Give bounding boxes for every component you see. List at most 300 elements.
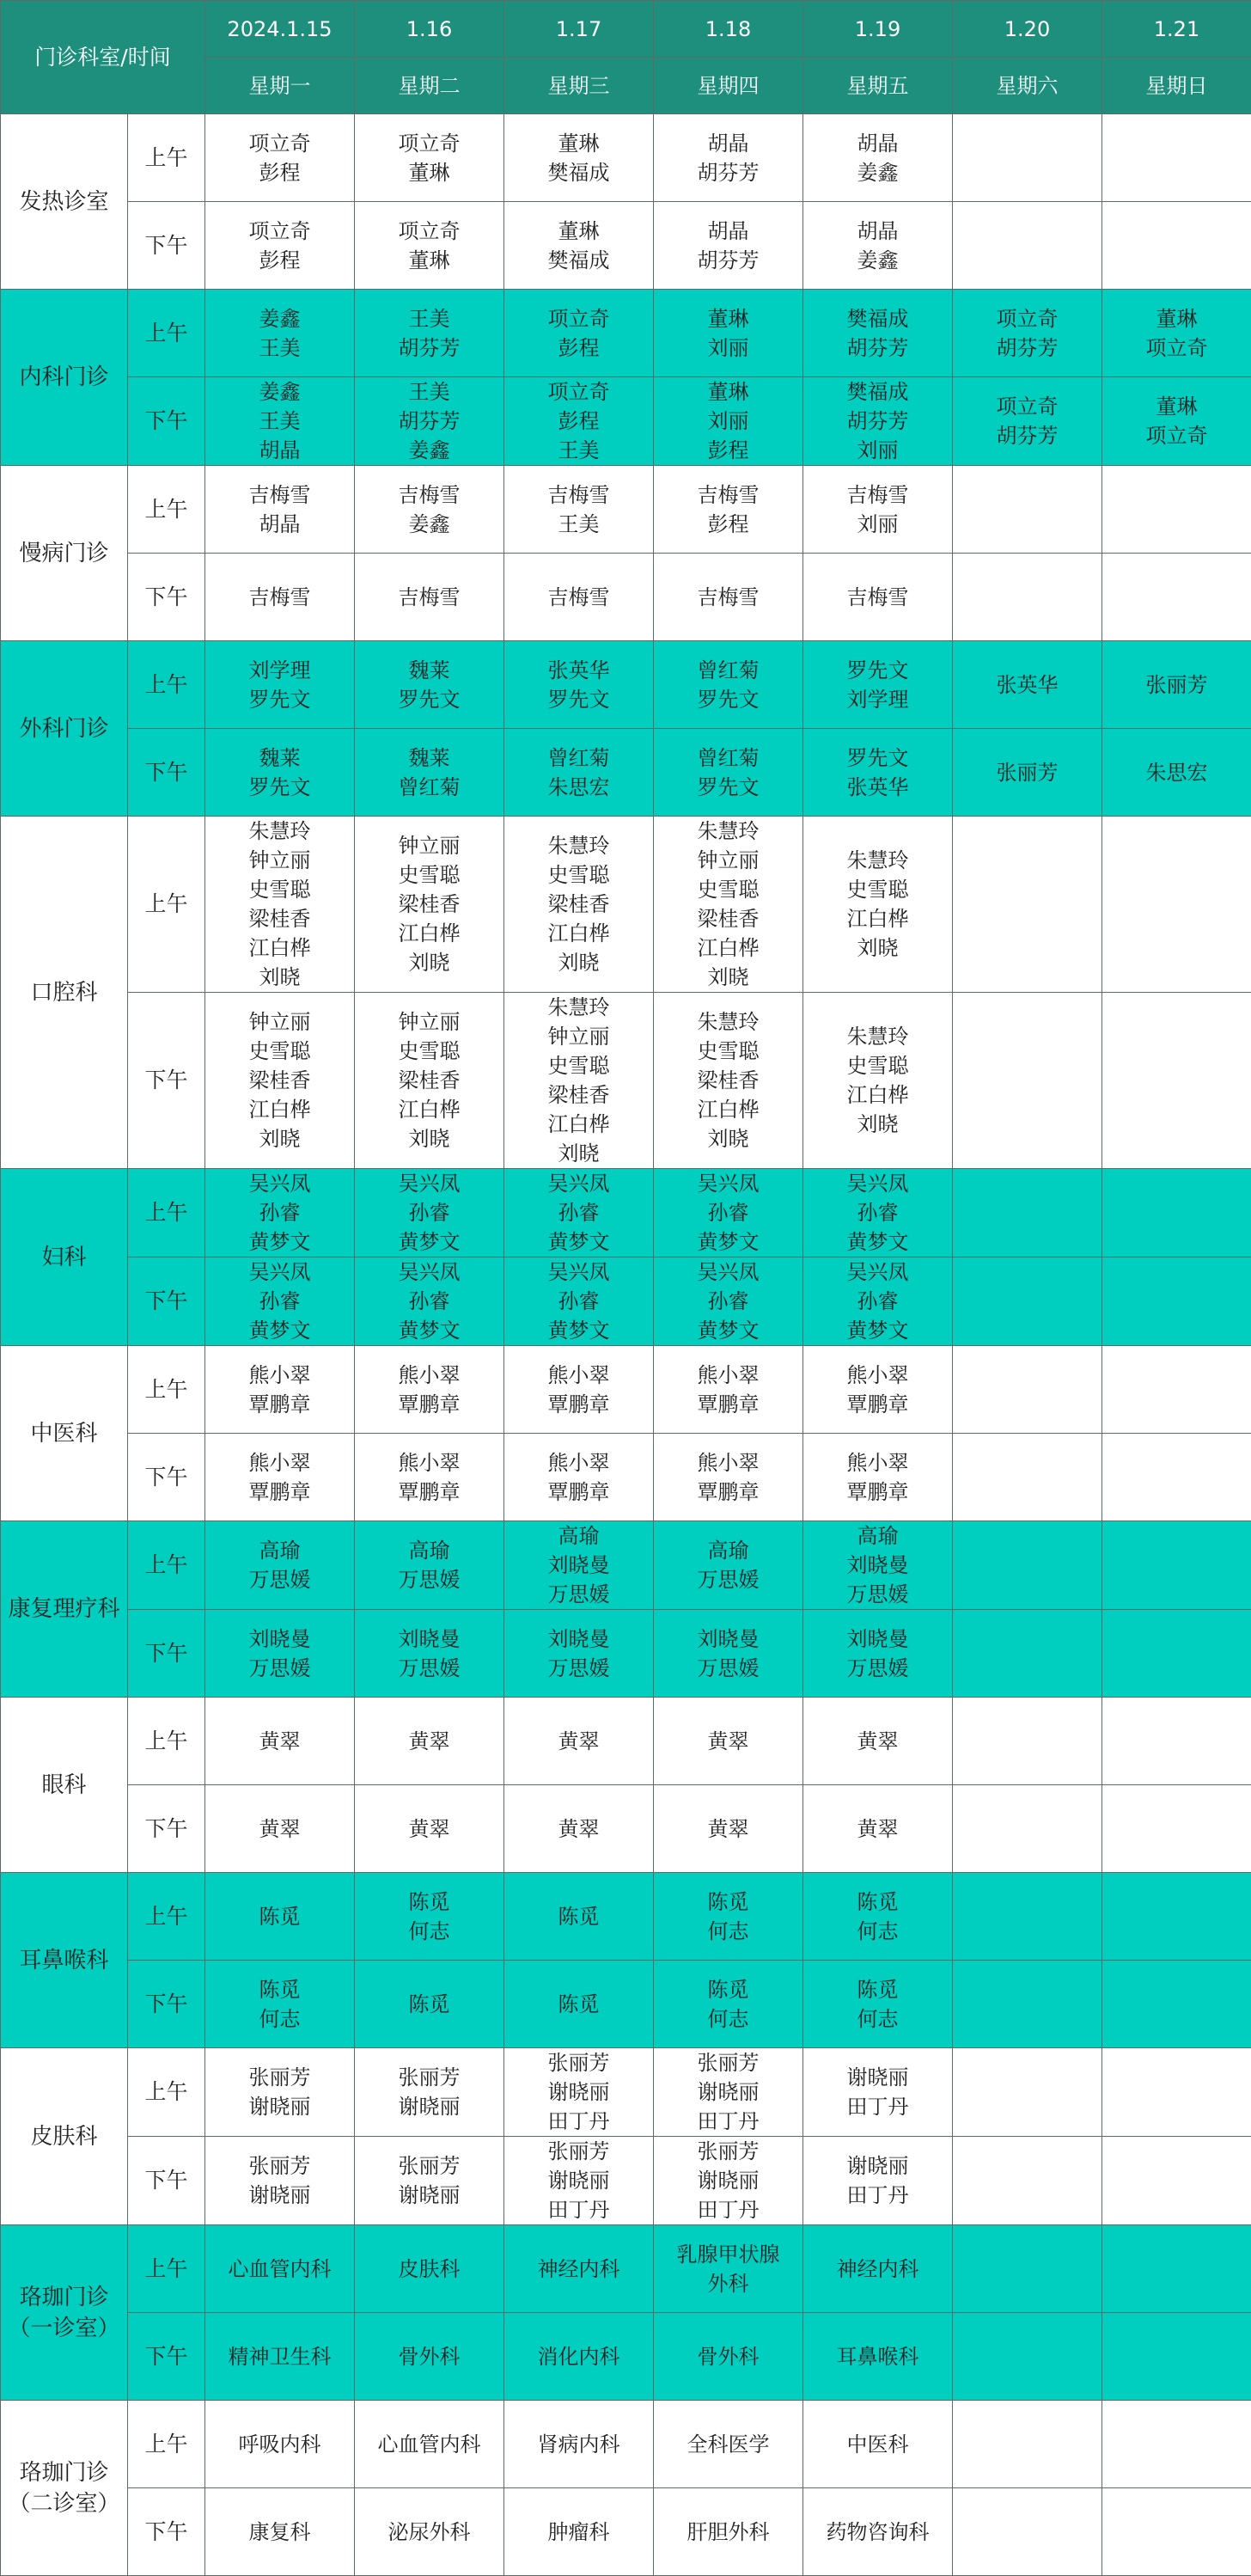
- doctor-name: 陈觅: [504, 1990, 653, 2019]
- schedule-cell: [205, 729, 355, 817]
- department-name: [1, 2225, 128, 2401]
- doctor-name: 吉梅雪: [803, 583, 952, 612]
- doctor-name: 胡晶: [654, 129, 802, 158]
- schedule-cell: [355, 817, 504, 993]
- doctor-name: 刘学理: [803, 685, 952, 714]
- doctor-name: 黄梦文: [205, 1316, 354, 1345]
- doctor-name: 黄翠: [654, 1814, 802, 1844]
- doctor-name: 刘晓: [803, 933, 952, 963]
- schedule-cell: [654, 1257, 803, 1346]
- time-slot-label: 上午: [128, 1346, 205, 1434]
- schedule-cell: [504, 817, 654, 993]
- doctor-name: 刘晓: [355, 1124, 503, 1153]
- department-name: [1, 466, 128, 641]
- doctor-name: 姜鑫: [205, 304, 354, 333]
- doctor-name: 覃鹏章: [355, 1478, 503, 1507]
- doctor-name: 梁桂香: [504, 1080, 653, 1110]
- schedule-cell: [504, 114, 654, 202]
- doctor-name: 吉梅雪: [654, 583, 802, 612]
- doctor-name: 田丁丹: [803, 2181, 952, 2210]
- schedule-cell: [803, 2401, 953, 2488]
- schedule-row: [1, 993, 1251, 1169]
- doctor-name: 樊福成: [504, 246, 653, 275]
- schedule-cell: [504, 1346, 654, 1434]
- doctor-name: 吉梅雪: [205, 583, 354, 612]
- doctor-name: 王美: [504, 510, 653, 539]
- doctor-name: 吉梅雪: [654, 480, 802, 510]
- doctor-name: 胡芬芳: [953, 333, 1101, 363]
- schedule-cell: [803, 466, 953, 554]
- doctor-name: 刘晓曼: [504, 1551, 653, 1580]
- department-name-line: 外科门诊: [1, 713, 127, 744]
- doctor-name: 黄翠: [504, 1814, 653, 1844]
- date-cell: 1.19: [803, 1, 953, 58]
- doctor-name: 神经内科: [504, 2255, 653, 2284]
- doctor-name: 梁桂香: [654, 904, 802, 933]
- doctor-name: 耳鼻喉科: [803, 2342, 952, 2371]
- doctor-name: 覃鹏章: [205, 1390, 354, 1419]
- schedule-cell: [355, 1346, 504, 1434]
- schedule-cell: [654, 2048, 803, 2137]
- doctor-name: 熊小翠: [205, 1361, 354, 1390]
- doctor-name: 朱慧玲: [504, 993, 653, 1022]
- schedule-cell: [355, 2225, 504, 2313]
- doctor-name: 董琳: [355, 246, 503, 275]
- doctor-name: 曾红菊: [355, 773, 503, 802]
- doctor-name: 肿瘤科: [504, 2518, 653, 2547]
- doctor-name: 田丁丹: [803, 2092, 952, 2121]
- doctor-name: 吴兴凤: [355, 1257, 503, 1287]
- schedule-cell: [205, 2225, 355, 2313]
- time-slot-label: 上午: [128, 1873, 205, 1961]
- schedule-cell: [355, 377, 504, 466]
- schedule-cell: [953, 466, 1102, 554]
- schedule-cell: [355, 1169, 504, 1257]
- doctor-name: 吴兴凤: [803, 1257, 952, 1287]
- schedule-cell: [803, 1169, 953, 1257]
- schedule-cell: [355, 290, 504, 377]
- doctor-name: 钟立丽: [205, 1007, 354, 1037]
- doctor-name: 史雪聪: [654, 1037, 802, 1066]
- doctor-name: 史雪聪: [504, 1051, 653, 1080]
- doctor-name: 胡芬芳: [654, 246, 802, 275]
- doctor-name: 陈觅: [355, 1990, 503, 2019]
- schedule-cell: [953, 2225, 1102, 2313]
- doctor-name: 史雪聪: [355, 860, 503, 890]
- schedule-cell: [205, 1346, 355, 1434]
- doctor-name: 刘晓: [803, 1110, 952, 1139]
- doctor-name: 万思媛: [205, 1654, 354, 1683]
- schedule-cell: [803, 1785, 953, 1873]
- doctor-name: 黄翠: [355, 1727, 503, 1756]
- doctor-name: 张丽芳: [1102, 670, 1251, 700]
- department-name-line: 耳鼻喉科: [1, 1945, 127, 1976]
- doctor-name: 王美: [504, 436, 653, 465]
- doctor-name: 江白桦: [205, 933, 354, 963]
- schedule-cell: [953, 729, 1102, 817]
- schedule-cell: [803, 2137, 953, 2225]
- schedule-cell: [1102, 2048, 1251, 2137]
- department-name: [1, 1873, 128, 2048]
- schedule-cell: [205, 1873, 355, 1961]
- doctor-name: 胡晶: [205, 436, 354, 465]
- schedule-row: [1, 554, 1251, 641]
- department-name-line: 眼科: [1, 1770, 127, 1801]
- doctor-name: 董琳: [1102, 304, 1251, 333]
- doctor-name: 项立奇: [1102, 333, 1251, 363]
- doctor-name: 曾红菊: [654, 656, 802, 685]
- schedule-cell: [953, 290, 1102, 377]
- doctor-name: 神经内科: [803, 2255, 952, 2284]
- doctor-name: 孙睿: [355, 1198, 503, 1227]
- schedule-cell: [803, 290, 953, 377]
- schedule-cell: [1102, 290, 1251, 377]
- doctor-name: 陈觅: [205, 1902, 354, 1931]
- doctor-name: 朱慧玲: [205, 817, 354, 846]
- doctor-name: 江白桦: [355, 919, 503, 948]
- doctor-name: 刘学理: [205, 656, 354, 685]
- schedule-cell: [504, 466, 654, 554]
- schedule-row: [1, 290, 1251, 377]
- doctor-name: 梁桂香: [205, 1066, 354, 1095]
- doctor-name: 肾病内科: [504, 2430, 653, 2459]
- doctor-name: 孙睿: [803, 1287, 952, 1316]
- doctor-name: 朱慧玲: [654, 1007, 802, 1037]
- doctor-name: 曾红菊: [504, 743, 653, 773]
- doctor-name: 精神卫生科: [205, 2342, 354, 2371]
- doctor-name: 覃鹏章: [654, 1390, 802, 1419]
- schedule-cell: [205, 2137, 355, 2225]
- doctor-name: 张英华: [953, 670, 1101, 700]
- schedule-cell: [1102, 1961, 1251, 2048]
- doctor-name: 项立奇: [504, 304, 653, 333]
- time-slot-label: 下午: [128, 729, 205, 817]
- doctor-name: 黄梦文: [504, 1227, 653, 1257]
- doctor-name: 吉梅雪: [355, 480, 503, 510]
- doctor-name: 樊福成: [803, 377, 952, 407]
- doctor-name: 梁桂香: [504, 890, 653, 919]
- schedule-cell: [803, 729, 953, 817]
- doctor-name: 梁桂香: [654, 1066, 802, 1095]
- doctor-name: 万思媛: [654, 1565, 802, 1594]
- doctor-name: 董琳: [654, 377, 802, 407]
- time-slot-label: 下午: [128, 2313, 205, 2401]
- doctor-name: 吴兴凤: [205, 1169, 354, 1198]
- doctor-name: 姜鑫: [803, 246, 952, 275]
- schedule-cell: [654, 2225, 803, 2313]
- doctor-name: 熊小翠: [654, 1448, 802, 1478]
- schedule-cell: [953, 554, 1102, 641]
- schedule-cell: [953, 993, 1102, 1169]
- doctor-name: 钟立丽: [504, 1022, 653, 1051]
- schedule-cell: [205, 1521, 355, 1610]
- doctor-name: 张丽芳: [953, 758, 1101, 787]
- schedule-cell: [355, 202, 504, 290]
- doctor-name: 谢晓丽: [654, 2077, 802, 2107]
- schedule-cell: [803, 1434, 953, 1521]
- doctor-name: 熊小翠: [504, 1361, 653, 1390]
- doctor-name: 覃鹏章: [205, 1478, 354, 1507]
- schedule-cell: [1102, 554, 1251, 641]
- doctor-name: 江白桦: [654, 1095, 802, 1124]
- doctor-name: 朱思宏: [1102, 758, 1251, 787]
- schedule-cell: [504, 2401, 654, 2488]
- schedule-cell: [953, 2048, 1102, 2137]
- department-name-line: 妇科: [1, 1242, 127, 1273]
- department-name: [1, 114, 128, 290]
- doctor-name: 黄梦文: [654, 1227, 802, 1257]
- doctor-name: 孙睿: [504, 1287, 653, 1316]
- doctor-name: 万思媛: [803, 1654, 952, 1683]
- schedule-cell: [504, 1169, 654, 1257]
- schedule-cell: [504, 554, 654, 641]
- doctor-name: 钟立丽: [355, 831, 503, 860]
- schedule-cell: [654, 2137, 803, 2225]
- doctor-name: 骨外科: [355, 2342, 503, 2371]
- weekday-cell: 星期一: [205, 58, 355, 114]
- department-name-line: （一诊室）: [1, 2313, 127, 2344]
- doctor-name: 史雪聪: [654, 875, 802, 904]
- doctor-name: 曾红菊: [654, 743, 802, 773]
- schedule-cell: [205, 817, 355, 993]
- schedule-row: [1, 2137, 1251, 2225]
- schedule-row: [1, 2488, 1251, 2576]
- date-cell: 1.21: [1102, 1, 1251, 58]
- schedule-cell: [654, 729, 803, 817]
- time-slot-label: 下午: [128, 1785, 205, 1873]
- schedule-cell: [205, 1257, 355, 1346]
- doctor-name: 呼吸内科: [205, 2430, 354, 2459]
- schedule-cell: [953, 2137, 1102, 2225]
- doctor-name: 胡芬芳: [953, 421, 1101, 450]
- doctor-name: 田丁丹: [654, 2195, 802, 2224]
- doctor-name: 陈觅: [355, 1888, 503, 1917]
- doctor-name: 史雪聪: [355, 1037, 503, 1066]
- schedule-cell: [504, 993, 654, 1169]
- department-name: [1, 2048, 128, 2225]
- schedule-cell: [504, 1698, 654, 1785]
- schedule-cell: [205, 2313, 355, 2401]
- doctor-name: 陈觅: [205, 1975, 354, 2004]
- doctor-name: 刘丽: [803, 510, 952, 539]
- doctor-name: 谢晓丽: [803, 2151, 952, 2181]
- schedule-cell: [1102, 993, 1251, 1169]
- doctor-name: 刘晓: [504, 1139, 653, 1168]
- doctor-name: 胡芬芳: [803, 407, 952, 436]
- doctor-name: 江白桦: [803, 1080, 952, 1110]
- doctor-name: 刘晓曼: [504, 1625, 653, 1654]
- doctor-name: 项立奇: [1102, 421, 1251, 450]
- doctor-name: 张丽芳: [355, 2151, 503, 2181]
- doctor-name: 刘丽: [803, 436, 952, 465]
- doctor-name: 谢晓丽: [803, 2063, 952, 2092]
- doctor-name: 谢晓丽: [355, 2092, 503, 2121]
- schedule-cell: [953, 2313, 1102, 2401]
- time-slot-label: 上午: [128, 2048, 205, 2137]
- doctor-name: 何志: [803, 2004, 952, 2034]
- schedule-cell: [504, 2137, 654, 2225]
- schedule-cell: [654, 817, 803, 993]
- date-cell: 1.16: [355, 1, 504, 58]
- department-name: [1, 1698, 128, 1873]
- doctor-name: 张英华: [504, 656, 653, 685]
- doctor-name: 黄梦文: [355, 1227, 503, 1257]
- doctor-name: 谢晓丽: [654, 2166, 802, 2195]
- schedule-row: [1, 1873, 1251, 1961]
- doctor-name: 张丽芳: [355, 2063, 503, 2092]
- schedule-cell: [504, 290, 654, 377]
- doctor-name: 张丽芳: [504, 2137, 653, 2166]
- doctor-name: 朱思宏: [504, 773, 653, 802]
- time-slot-label: 上午: [128, 466, 205, 554]
- doctor-name: 吴兴凤: [355, 1169, 503, 1198]
- department-name-line: 口腔科: [1, 977, 127, 1008]
- schedule-cell: [355, 729, 504, 817]
- time-slot-label: 下午: [128, 1257, 205, 1346]
- doctor-name: 陈觅: [803, 1975, 952, 2004]
- doctor-name: 吉梅雪: [504, 583, 653, 612]
- schedule-cell: [803, 114, 953, 202]
- doctor-name: 熊小翠: [355, 1361, 503, 1390]
- doctor-name: 乳腺甲状腺: [654, 2240, 802, 2269]
- doctor-name: 项立奇: [205, 217, 354, 246]
- doctor-name: 江白桦: [504, 919, 653, 948]
- time-slot-label: 上午: [128, 641, 205, 729]
- doctor-name: 魏莱: [355, 656, 503, 685]
- doctor-name: 姜鑫: [355, 436, 503, 465]
- doctor-name: 史雪聪: [205, 1037, 354, 1066]
- department-name: [1, 1521, 128, 1698]
- doctor-name: 黄翠: [803, 1814, 952, 1844]
- doctor-name: 张丽芳: [654, 2048, 802, 2077]
- doctor-name: 董琳: [355, 158, 503, 187]
- schedule-cell: [355, 114, 504, 202]
- schedule-cell: [205, 641, 355, 729]
- schedule-cell: [1102, 1257, 1251, 1346]
- doctor-name: 黄梦文: [803, 1227, 952, 1257]
- doctor-name: 谢晓丽: [504, 2166, 653, 2195]
- doctor-name: 钟立丽: [355, 1007, 503, 1037]
- doctor-name: 孙睿: [504, 1198, 653, 1227]
- schedule-cell: [1102, 1698, 1251, 1785]
- doctor-name: 高瑜: [654, 1536, 802, 1565]
- doctor-name: 姜鑫: [205, 377, 354, 407]
- schedule-cell: [953, 1961, 1102, 2048]
- schedule-row: [1, 1257, 1251, 1346]
- department-name-line: 珞珈门诊: [1, 2282, 127, 2313]
- schedule-cell: [504, 2225, 654, 2313]
- doctor-name: 王美: [355, 377, 503, 407]
- date-cell: 1.17: [504, 1, 654, 58]
- schedule-cell: [504, 377, 654, 466]
- schedule-cell: [803, 2488, 953, 2576]
- doctor-name: 张英华: [803, 773, 952, 802]
- schedule-cell: [654, 1169, 803, 1257]
- weekday-cell: 星期二: [355, 58, 504, 114]
- time-slot-label: 上午: [128, 1698, 205, 1785]
- doctor-name: 中医科: [803, 2430, 952, 2459]
- doctor-name: 康复科: [205, 2518, 354, 2547]
- doctor-name: 熊小翠: [504, 1448, 653, 1478]
- weekday-cell: 星期六: [953, 58, 1102, 114]
- doctor-name: 吉梅雪: [205, 480, 354, 510]
- schedule-cell: [953, 1610, 1102, 1698]
- doctor-name: 黄翠: [355, 1814, 503, 1844]
- doctor-name: 彭程: [205, 158, 354, 187]
- doctor-name: 吉梅雪: [355, 583, 503, 612]
- schedule-row: [1, 2313, 1251, 2401]
- schedule-cell: [803, 2048, 953, 2137]
- schedule-cell: [654, 1434, 803, 1521]
- doctor-name: 万思媛: [504, 1580, 653, 1609]
- doctor-name: 熊小翠: [654, 1361, 802, 1390]
- doctor-name: 田丁丹: [654, 2107, 802, 2136]
- doctor-name: 刘晓曼: [205, 1625, 354, 1654]
- doctor-name: 吴兴凤: [205, 1257, 354, 1287]
- schedule-cell: [1102, 2225, 1251, 2313]
- doctor-name: 吴兴凤: [654, 1257, 802, 1287]
- time-slot-label: 下午: [128, 202, 205, 290]
- schedule-cell: [953, 1785, 1102, 1873]
- doctor-name: 刘丽: [654, 407, 802, 436]
- department-name: [1, 641, 128, 817]
- doctor-name: 罗先文: [654, 773, 802, 802]
- schedule-cell: [205, 466, 355, 554]
- schedule-cell: [205, 2401, 355, 2488]
- doctor-name: 孙睿: [803, 1198, 952, 1227]
- schedule-cell: [953, 1257, 1102, 1346]
- schedule-cell: [803, 1610, 953, 1698]
- schedule-cell: [953, 1873, 1102, 1961]
- time-slot-label: 上午: [128, 1169, 205, 1257]
- schedule-cell: [504, 2313, 654, 2401]
- doctor-name: 何志: [654, 1917, 802, 1946]
- schedule-cell: [355, 1434, 504, 1521]
- schedule-row: [1, 1785, 1251, 1873]
- doctor-name: 彭程: [654, 436, 802, 465]
- schedule-cell: [803, 1521, 953, 1610]
- doctor-name: 彭程: [654, 510, 802, 539]
- time-slot-label: 下午: [128, 2137, 205, 2225]
- doctor-name: 刘晓: [355, 948, 503, 977]
- doctor-name: 王美: [355, 304, 503, 333]
- doctor-name: 樊福成: [504, 158, 653, 187]
- doctor-name: 梁桂香: [205, 904, 354, 933]
- schedule-cell: [1102, 729, 1251, 817]
- schedule-cell: [355, 554, 504, 641]
- schedule-cell: [355, 2048, 504, 2137]
- schedule-cell: [355, 2137, 504, 2225]
- schedule-cell: [504, 1873, 654, 1961]
- doctor-name: 胡晶: [803, 129, 952, 158]
- schedule-cell: [355, 2313, 504, 2401]
- schedule-cell: [654, 1346, 803, 1434]
- doctor-name: 吴兴凤: [504, 1257, 653, 1287]
- schedule-cell: [504, 1961, 654, 2048]
- schedule-cell: [953, 114, 1102, 202]
- schedule-cell: [953, 377, 1102, 466]
- doctor-name: 梁桂香: [355, 890, 503, 919]
- doctor-name: 何志: [803, 1917, 952, 1946]
- schedule-cell: [953, 1169, 1102, 1257]
- doctor-name: 覃鹏章: [504, 1390, 653, 1419]
- doctor-name: 黄梦文: [803, 1316, 952, 1345]
- doctor-name: 刘晓: [654, 1124, 802, 1153]
- schedule-cell: [1102, 1346, 1251, 1434]
- doctor-name: 覃鹏章: [504, 1478, 653, 1507]
- schedule-cell: [355, 2488, 504, 2576]
- schedule-cell: [1102, 1873, 1251, 1961]
